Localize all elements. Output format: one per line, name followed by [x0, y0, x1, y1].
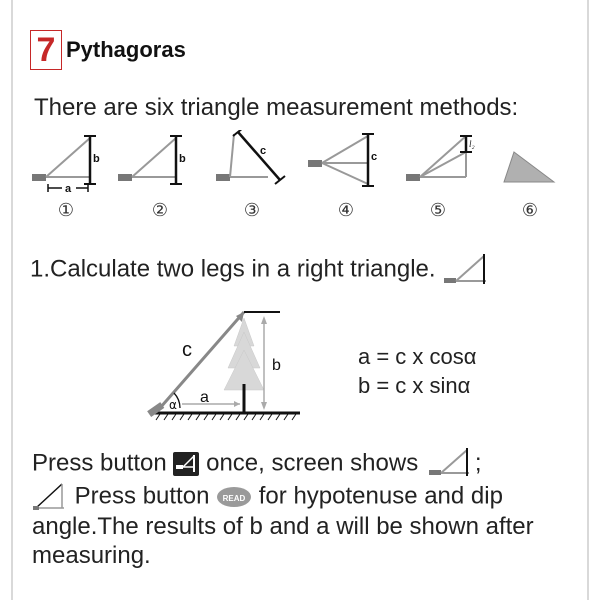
section-number: 7 [30, 30, 62, 70]
mode-triangle-icon [442, 252, 490, 288]
section-header [30, 30, 186, 70]
instruction-line-1 [32, 446, 482, 482]
press-button-text-1: Press button [32, 449, 167, 477]
method-1-label: ① [57, 200, 75, 220]
method-4-diagram [306, 130, 386, 196]
hypotenuse-mode-icon [32, 482, 68, 512]
read-button-label: READ [222, 494, 246, 503]
triangle-mode-button-icon [173, 452, 199, 476]
subsection-title [30, 252, 490, 288]
diagram-alpha-label: α [169, 398, 177, 412]
right-triangle-diagram [140, 298, 310, 428]
subsection-title-text: 1.Calculate two legs in a right triangle. [30, 255, 436, 283]
press-button-text-2: once, screen shows [206, 449, 419, 477]
diagram-a-label: a [200, 389, 209, 406]
page-border-left [11, 0, 13, 600]
method-1-diagram [30, 130, 110, 196]
method-3-label: ③ [243, 200, 261, 220]
instruction-line-2 [32, 482, 503, 512]
instruction-line-3: angle.The results of b and a will be shown after [32, 513, 534, 540]
method-2-b-label: b [179, 153, 186, 165]
method-2-diagram [116, 130, 196, 196]
instruction-line-4: measuring. [32, 542, 151, 569]
press-button-text-4: for hypotenuse and dip [258, 482, 503, 510]
page-border-right [587, 0, 589, 600]
method-5-l2-label: l₂ [469, 139, 475, 149]
formula-a: a = c x cosα [358, 344, 477, 369]
read-button-icon [216, 486, 252, 508]
method-1-b-label: b [93, 153, 100, 165]
method-1-a-label: a [65, 183, 72, 195]
method-4-label: ④ [337, 200, 355, 220]
intro-text: There are six triangle measurement methods: [34, 94, 519, 121]
diagram-b-label: b [272, 357, 281, 374]
section-title: Pythagoras [66, 37, 186, 62]
formula-b: b = c x sinα [358, 373, 471, 398]
method-6-label: ⑥ [521, 200, 539, 220]
method-3-diagram [214, 130, 294, 196]
method-5-label: ⑤ [429, 200, 447, 220]
diagram-c-label: c [182, 339, 192, 361]
method-6-diagram [500, 130, 560, 196]
method-5-diagram [404, 130, 484, 196]
press-button-text-3: Press button [74, 482, 210, 510]
semicolon: ; [474, 449, 482, 477]
method-2-label: ② [151, 200, 169, 220]
method-3-c-label: c [260, 145, 267, 157]
method-4-c-label: c [371, 151, 378, 163]
screen-triangle-icon [425, 446, 475, 482]
